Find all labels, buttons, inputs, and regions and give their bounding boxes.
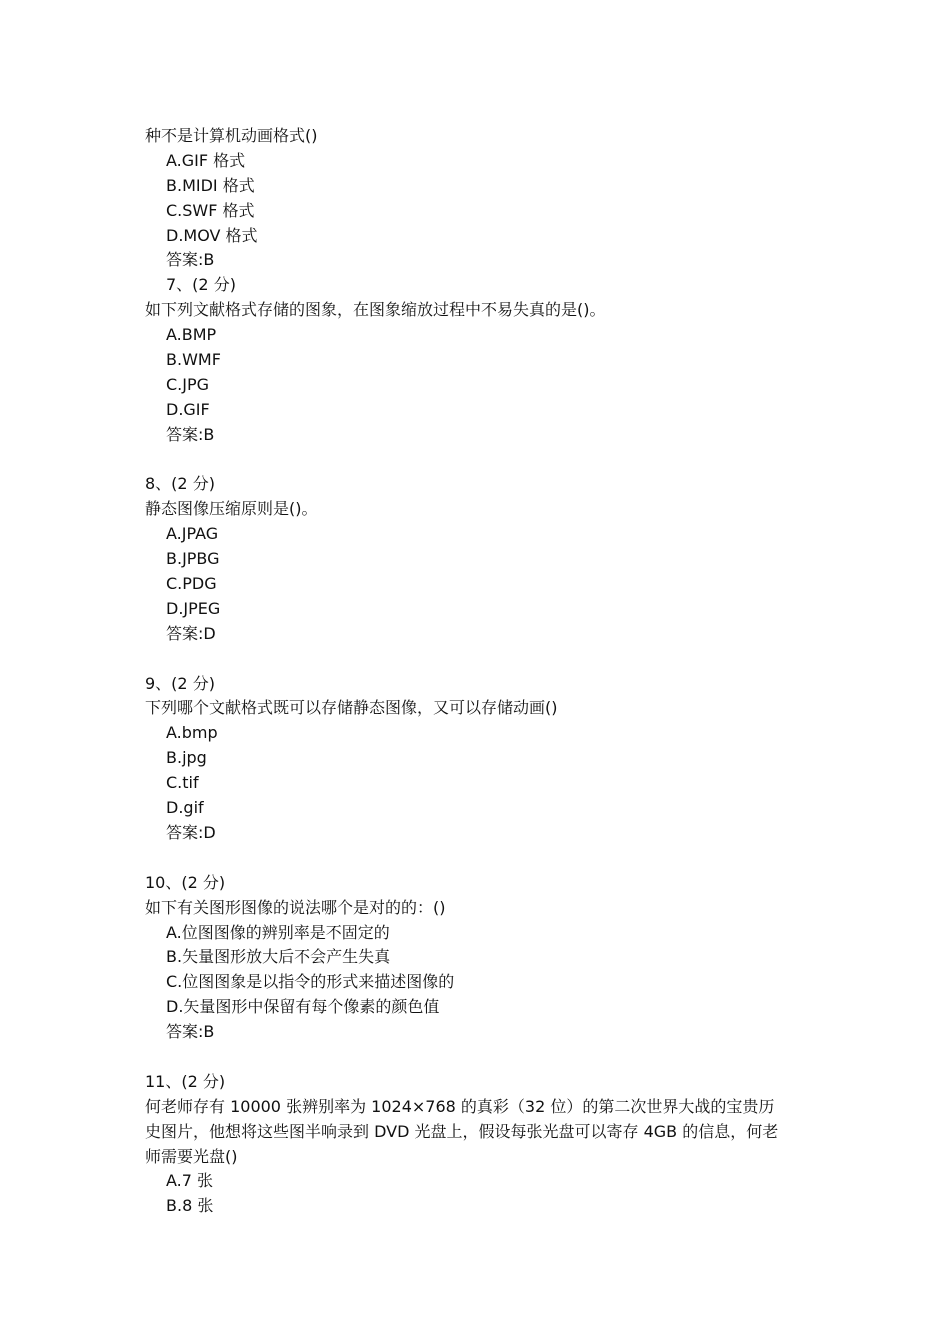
option-c: C.SWF 格式 <box>166 200 255 220</box>
option-b: B.矢量图形放大后不会产生失真 <box>166 947 391 967</box>
option-c: C.PDG <box>166 574 217 594</box>
option-a: A.位图图像的辨别率是不固定的 <box>166 922 390 942</box>
option-d: D.gif <box>166 798 204 818</box>
question-7 <box>145 273 815 447</box>
question-stem-line-3: 师需要光盘() <box>145 1146 238 1166</box>
question-stem: 如下列文献格式存储的图象，在图象缩放过程中不易失真的是()。 <box>145 300 606 320</box>
question-stem-line-2: 史图片，他想将这些图半响录到 DVD 光盘上，假设每张光盘可以寄存 4GB 的信息，何老 <box>145 1121 779 1141</box>
question-stem: 种不是计算机动画格式() <box>145 126 318 145</box>
question-header: 8、(2 分) <box>145 474 215 494</box>
question-header: 9、(2 分) <box>145 673 215 693</box>
question-stem: 静态图像压缩原则是()。 <box>145 499 318 519</box>
option-b: B.WMF <box>166 350 221 370</box>
option-b: B.jpg <box>166 748 207 768</box>
option-d: D.GIF <box>166 399 210 419</box>
spacer <box>145 647 815 672</box>
option-c: C.JPG <box>166 374 210 394</box>
spacer <box>145 846 815 871</box>
answer: 答案:B <box>166 250 215 270</box>
spacer <box>145 448 815 473</box>
spacer <box>145 1045 815 1070</box>
question-stem: 如下有关图形图像的说法哪个是对的的：() <box>145 897 446 917</box>
question-8 <box>145 472 815 646</box>
option-c: C.位图图象是以指令的形式来描述图像的 <box>166 972 455 992</box>
answer: 答案:B <box>166 1022 215 1042</box>
option-d: D.JPEG <box>166 598 221 618</box>
question-9 <box>145 672 815 846</box>
question-header: 11、(2 分) <box>145 1071 226 1091</box>
option-a: A.GIF 格式 <box>166 150 246 170</box>
question-stem-line-1: 何老师存有 10000 张辨别率为 1024×768 的真彩（32 位）的第二次世界大战的宝贵历 <box>145 1096 775 1116</box>
option-a: A.7 张 <box>166 1171 214 1191</box>
option-b: B.JPBG <box>166 549 220 569</box>
answer: 答案:B <box>166 424 215 444</box>
question-header: 7、(2 分) <box>166 275 236 295</box>
option-a: A.BMP <box>166 325 217 345</box>
option-d: D.MOV 格式 <box>166 225 258 245</box>
question-list <box>145 124 815 1219</box>
option-b: B.8 张 <box>166 1196 214 1216</box>
option-d: D.矢量图形中保留有每个像素的颜色值 <box>166 997 440 1017</box>
answer: 答案:D <box>166 822 216 842</box>
option-c: C.tif <box>166 773 199 793</box>
question-stem: 下列哪个文献格式既可以存储静态图像，又可以存储动画() <box>145 698 558 718</box>
question-10 <box>145 871 815 1045</box>
question-11 <box>145 1070 815 1219</box>
option-b: B.MIDI 格式 <box>166 175 255 195</box>
option-a: A.JPAG <box>166 524 219 544</box>
answer: 答案:D <box>166 623 216 643</box>
question-6 <box>145 124 815 273</box>
option-a: A.bmp <box>166 723 218 743</box>
question-header: 10、(2 分) <box>145 872 226 892</box>
